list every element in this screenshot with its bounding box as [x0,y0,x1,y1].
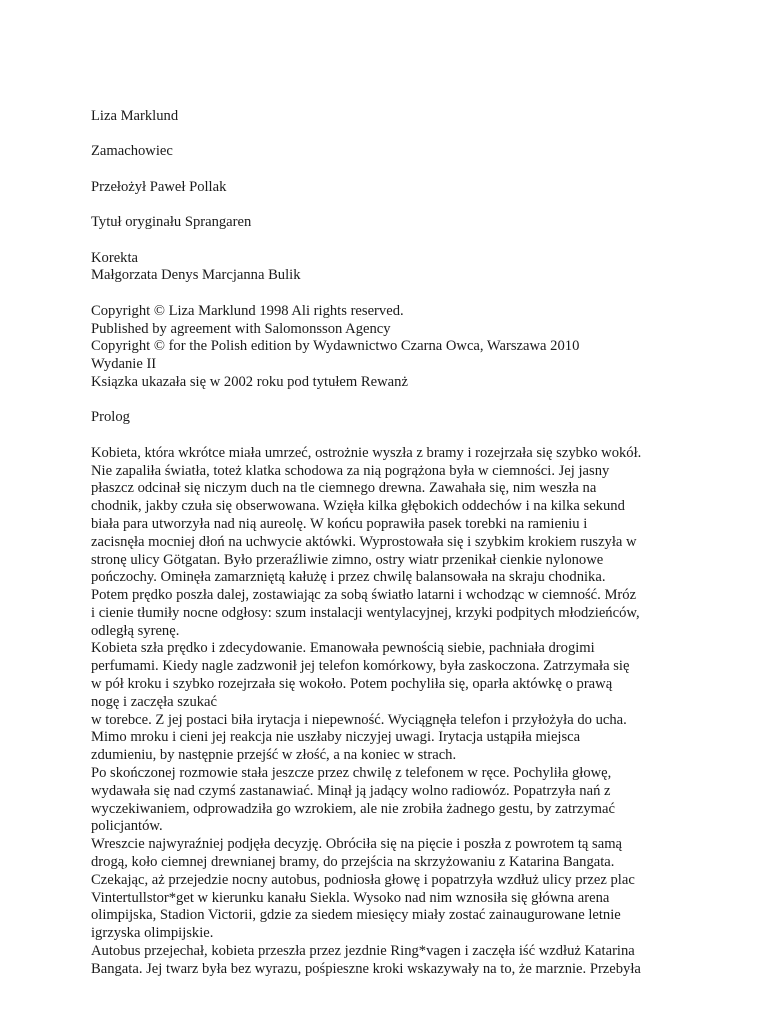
body-line: Autobus przejechał, kobieta przeszła przez jezdnie Ring*vagen i zaczęła iść wzdłuż Katarina [91,943,635,960]
body-line: wyczekiwaniem, odprowadziła go wzrokiem, ale nie zrobiła żadnego gestu, by zatrzymać [91,800,615,817]
body-line: wydawała się nad czymś zastanawiać. Minął ją jadący wolno radiowóz. Popatrzyła nań z [91,782,611,799]
body-line: Po skończonej rozmowie stała jeszcze przez chwilę z telefonem w ręce. Pochyliła głowę, [91,765,612,782]
body-line: płaszcz odcinał się niczym duch na tle ciemnego drewna. Zawahała się, nim weszła na [91,480,597,497]
chapter-heading: Prolog [91,409,130,426]
body-line: zacisnęła mocniej dłoń na uchwycie aktówki. Wyprostowała się i szybkim krokiem ruszyła w [91,533,637,550]
copyright-line: Published by agreement with Salomonsson Agency [91,320,391,337]
book-title: Zamachowiec [91,143,173,160]
body-line: w torebce. Z jej postaci biła irytacja i niepewność. Wyciągnęła telefon i przyłożyła do ucha. [91,711,627,728]
body-line: Nie zapaliła światła, toteż klatka schodowa za nią pogrążona była w ciemności. Jej jasny [91,462,610,479]
body-line: drogą, koło ciemnej drewnianej bramy, do przejścia na skrzyżowaniu z Katarina Bangata. [91,854,615,871]
body-line: Kobieta szła prędko i zdecydowanie. Emanowała pewnością siebie, pachniała drogimi [91,640,595,657]
chapter-heading-block [91,409,691,427]
proofreading-label: Korekta [91,249,139,266]
author-line [91,108,691,126]
body-line: w pół kroku i szybko rozejrzała się wokoło. Potem pochyliła się, oparła aktówkę o prawą [91,676,613,693]
body-line: Bangata. Jej twarz była bez wyrazu, pośpieszne kroki wskazywały na to, że marznie. Przebyła [91,960,641,977]
copyright-block [91,303,691,392]
body-line: chodnik, jakby czuła się obserwowana. Wzięła kilka głębokich oddechów i na kilka sekund [91,498,625,515]
body-line: perfumami. Kiedy nagle zadzwonił jej telefon komórkowy, była zaskoczona. Zatrzymała się [91,658,630,675]
copyright-line: Copyright © for the Polish edition by Wydawnictwo Czarna Owca, Warszawa 2010 [91,338,580,355]
body-line: Mimo mroku i cieni jej reakcja nie uszłaby niczyjej uwagi. Irytacja ustąpiła miejsca [91,729,581,746]
body-line: igrzyska olimpijskie. [91,925,214,942]
translator-block [91,179,691,197]
body-text [91,445,691,979]
body-line: odległą syrenę. [91,622,180,639]
title-block [91,143,691,161]
body-line: biała para utworzyła nad nią aureolę. W końcu poprawiła pasek torebki na ramieniu i [91,515,588,532]
translator: Przełożył Paweł Pollak [91,178,227,195]
body-line: Czekając, aż przejedzie nocny autobus, podniosła głowę i popatrzyła wzdłuż ulicy przez plac [91,871,635,888]
proofreaders: Małgorzata Denys Marcjanna Bulik [91,267,301,284]
body-line: Wreszcie najwyraźniej podjęła decyzję. Obróciła się na pięcie i poszła z powrotem tą samą [91,836,623,853]
copyright-line: Copyright © Liza Marklund 1998 Ali rights reserved. [91,302,404,319]
body-line: stronę ulicy Götgatan. Było przeraźliwie zimno, ostry wiatr przenikał cienkie nylonowe [91,551,604,568]
proofreading-block [91,250,691,286]
original-title-block [91,214,691,232]
original-title: Tytuł oryginału Sprangaren [91,214,252,231]
body-line: i cienie tłumiły nocne odgłosy: szum instalacji wentylacyjnej, krzyki podpitych młodzieńców, [91,604,640,621]
body-line: olimpijska, Stadion Victorii, gdzie za siedem miesięcy miały zostać zainaugurowane letnie [91,907,621,924]
document-page [91,108,691,979]
body-line: Vintertullstor*get w kierunku kanału Siekla. Wysoko nad nim wznosiła się główna arena [91,889,610,906]
body-line: Potem prędko poszła dalej, zostawiając za sobą światło latarni i wchodząc w ciemność. Mróz [91,587,637,604]
body-line: Kobieta, która wkrótce miała umrzeć, ostrożnie wyszła z bramy i rozejrzała się szybko wokół. [91,444,642,461]
body-line: policjantów. [91,818,163,835]
body-line: pończochy. Ominęła zamarzniętą kałużę i przez chwilę balansowała na skraju chodnika. [91,569,606,586]
author: Liza Marklund [91,108,179,124]
copyright-line: Wydanie II [91,356,157,373]
body-line: zdumieniu, by następnie przejść w złość, a na koniec w strach. [91,747,457,764]
body-line: nogę i zaczęła szukać [91,693,217,710]
copyright-line: Ksiązka ukazała się w 2002 roku pod tytułem Rewanż [91,373,408,390]
